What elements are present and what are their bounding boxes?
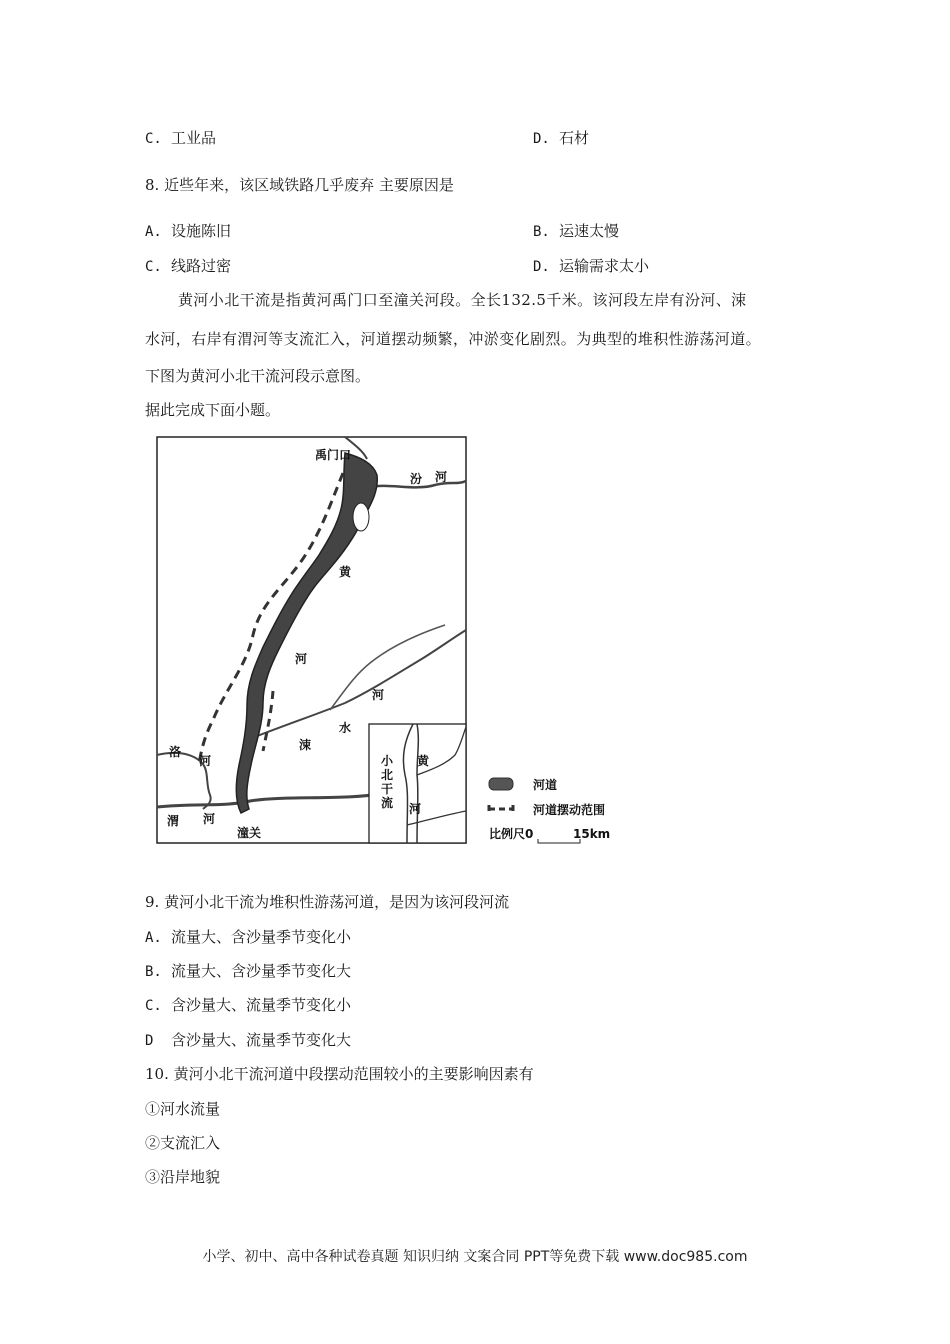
q7-option-c [145,128,216,149]
passage-line-3: 下图为黄河小北干流河段示意图。 [145,367,371,385]
label-fen-he: 河 [435,470,448,484]
q10-stem: 10. 黄河小北干流河道中段摆动范围较小的主要影响因素有 [145,1065,534,1083]
option-letter: C. [145,998,162,1014]
label-inset-v4: 流 [381,796,394,810]
label-su: 涑 [299,738,312,752]
label-wei: 渭 [167,814,180,828]
passage-line-1: 黄河小北干流是指黄河禹门口至潼关河段。全长132.5千米。该河段左岸有汾河、涑 [178,291,747,309]
q9-option-d [145,1030,351,1051]
option-text: 含沙量大、流量季节变化大 [171,1031,352,1049]
option-text: 石材 [559,129,590,147]
label-su-shui: 水 [339,721,352,735]
label-inset-v1: 小 [381,754,394,768]
option-text: 含沙量大、流量季节变化小 [171,996,352,1014]
legend-scale-label: 比例尺0 [489,827,534,841]
q8-stem: 8. 近些年来，该区域铁路几乎废弃 主要原因是 [145,176,454,194]
label-inset-huang: 黄 [417,754,430,768]
q10-item-2: ②支流汇入 [145,1134,221,1152]
q10-item-3: ③沿岸地貌 [145,1168,221,1186]
label-huang: 黄 [339,565,352,579]
option-text: 运速太慢 [559,222,620,240]
yellow-river-map [155,435,625,847]
q8-option-b [533,221,619,242]
label-wei-he: 河 [203,812,216,826]
legend-channel-label: 河道 [533,778,558,792]
q7-option-d [533,128,589,149]
label-inset-v3: 干 [381,782,394,796]
q9-stem: 9. 黄河小北干流为堆积性游荡河道，是因为该河段河流 [145,893,510,911]
legend-swing-swatch [489,805,513,813]
q8-option-c [145,256,231,277]
passage-line-2: 水河，右岸有渭河等支流汇入，河道摆动频繁，冲淤变化剧烈。为典型的堆积性游荡河道。 [145,330,762,348]
label-tongguan: 潼关 [237,826,262,840]
option-text: 工业品 [171,129,217,147]
option-text: 设施陈旧 [171,222,232,240]
option-letter: C. [145,259,162,275]
option-letter: C. [145,131,162,147]
label-inset-he: 河 [409,802,422,816]
option-letter: D [145,1033,154,1049]
label-su-he: 河 [372,688,385,702]
label-yumenkou: 禹门口 [315,448,352,462]
channel-island [353,503,369,531]
q10-item-1: ①河水流量 [145,1100,221,1118]
legend-swing-label: 河道摆动范围 [533,803,606,817]
label-fen: 汾 [410,472,423,486]
option-letter: D. [533,259,550,275]
q9-option-b [145,961,351,982]
legend-scale-value: 15km [573,827,611,841]
q8-option-d [533,256,649,277]
option-letter: B. [533,224,550,240]
option-letter: A. [145,224,162,240]
option-text: 线路过密 [171,257,232,275]
page-footer: 小学、初中、高中各种试卷真题 知识归纳 文案合同 PPT等免费下载 www.doc985.com [202,1249,748,1265]
label-luo-he: 河 [199,754,212,768]
label-huang-he: 河 [295,652,308,666]
legend-channel-swatch [489,778,513,790]
option-text: 流量大、含沙量季节变化小 [171,928,352,946]
option-letter: B. [145,964,162,980]
option-letter: A. [145,930,162,946]
label-inset-v2: 北 [381,768,394,782]
passage-instruction: 据此完成下面小题。 [145,401,281,419]
label-luo: 洛 [169,745,182,759]
q9-option-c [145,995,351,1016]
q8-option-a [145,221,231,242]
option-letter: D. [533,131,550,147]
option-text: 流量大、含沙量季节变化大 [171,962,352,980]
option-text: 运输需求太小 [559,257,650,275]
q9-option-a [145,927,351,948]
